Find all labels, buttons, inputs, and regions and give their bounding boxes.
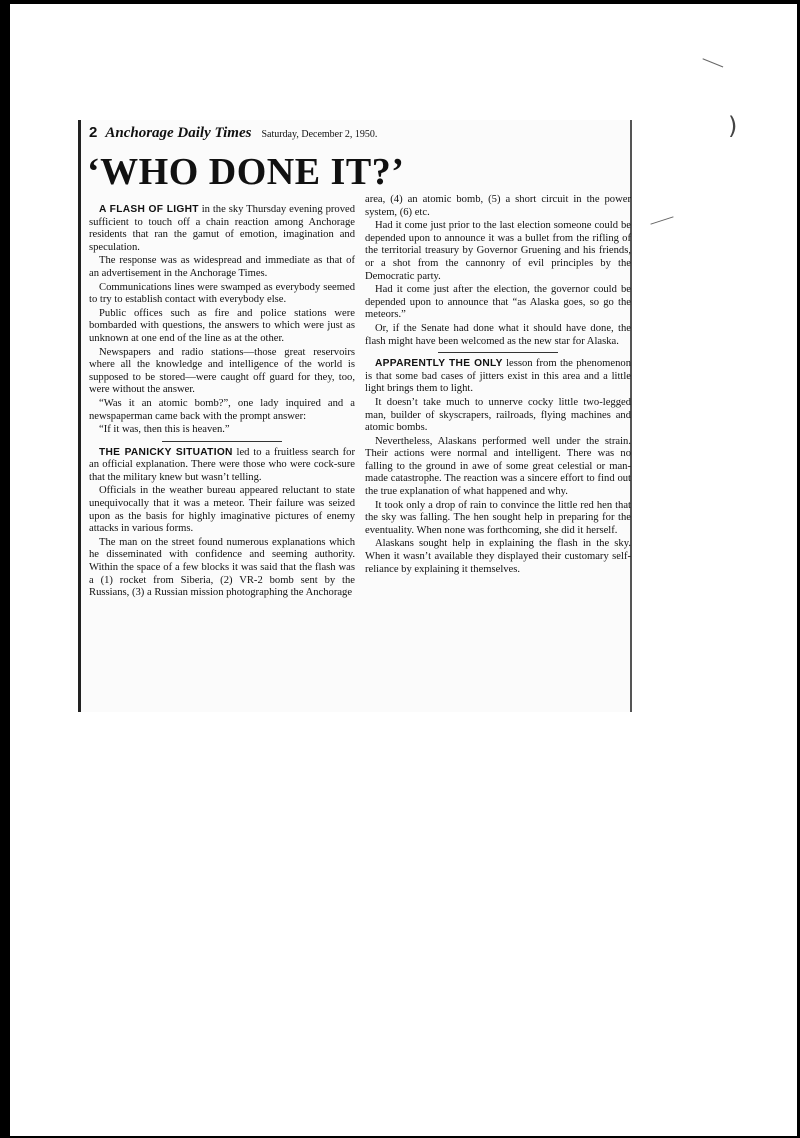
article-paragraph bbox=[89, 424, 355, 437]
newspaper-name: Anchorage Daily Times bbox=[105, 125, 252, 141]
paragraph-text: Public offices such as fire and police stations were bombarded with questions, the answers to which were just as unknown at one end of the line as at the other. bbox=[89, 307, 355, 344]
article-paragraph bbox=[89, 282, 355, 307]
publication-date: Saturday, December 2, 1950. bbox=[261, 129, 378, 140]
article-paragraph bbox=[89, 308, 355, 346]
article-paragraph bbox=[89, 537, 355, 600]
article-paragraph bbox=[365, 397, 631, 435]
paragraph-text: The response was as widespread and immediate as that of an advertisement in the Anchorage Times. bbox=[89, 255, 355, 279]
paragraph-text: Or, if the Senate had done what it should have done, the flash might have been welcomed as the new star for Alaska. bbox=[365, 322, 631, 347]
paragraph-text: “If it was, then this is heaven.” bbox=[99, 424, 230, 436]
paragraph-text: Nevertheless, Alaskans performed well under the strain. Their actions were normal and intelligent. There was no falling to the ground in awe of some great celestial or man-made catastrophe. The reaction was a sincere effort to find out the true explanation of what happened and why. bbox=[365, 435, 631, 498]
paragraph-text: Had it come just after the election, the governor could be depended upon to announce that “as Alaska goes, so go the meteors.” bbox=[365, 284, 631, 321]
paragraph-text: Alaskans sought help in explaining the flash in the sky. When it wasn’t available they displayed their customary self-reliance by explaining it themselves. bbox=[365, 538, 631, 575]
article-paragraph bbox=[89, 347, 355, 397]
page-number: 2 bbox=[89, 124, 98, 141]
paragraph-text: Officials in the weather bureau appeared reluctant to state unequivocally that it was a meteor. Their failure was seized upon as the basis for highly imaginative pictures of enemy attacks in various forms. bbox=[89, 485, 355, 535]
paragraph-text: lesson from the phenomenon is that some bad cases of jitters exist in this area and a little light brings them to light. bbox=[365, 358, 631, 395]
paragraph-text: in the sky Thursday evening proved sufficient to touch off a chain reaction among Anchorage residents that ran the gamut of emotion, imagination and speculation. bbox=[89, 204, 355, 253]
article-paragraph bbox=[365, 358, 631, 396]
right-column bbox=[365, 194, 631, 577]
paragraph-kicker: THE PANICKY SITUATION bbox=[99, 446, 233, 458]
paragraph-text: The man on the street found numerous explanations which he disseminated with confidence and seeming authority. Within the space of a few blocks it was said that the flash was a (1) rocket from Siberia, (2) VR-2 bomb sent by the Russians, (3) a Russian mission photographing the Anchorage bbox=[89, 536, 355, 599]
paragraph-kicker: A FLASH OF LIGHT bbox=[99, 204, 199, 215]
paragraph-text: It took only a drop of rain to convince the little red hen that the sky was falling. The hen sought help in preparing for the eventuality. When none was forthcoming, she did it herself. bbox=[365, 499, 631, 536]
newspaper-header bbox=[89, 124, 629, 144]
article-paragraph bbox=[365, 194, 631, 219]
pen-mark-paren: ) bbox=[728, 112, 738, 140]
paragraph-text: led to a fruitless search for an official explanation. There were those who were cock-sure that the military knew but wasn’t telling. bbox=[89, 446, 356, 483]
left-column bbox=[89, 204, 355, 601]
article-paragraph bbox=[89, 398, 355, 423]
article-paragraph bbox=[365, 323, 631, 348]
paragraph-text: Communications lines were swamped as everybody seemed to try to establish contact with everybody else. bbox=[89, 281, 355, 306]
paragraph-kicker: APPARENTLY THE ONLY bbox=[375, 358, 503, 370]
article-paragraph bbox=[365, 220, 631, 283]
paragraph-text: Had it come just prior to the last election someone could be depended upon to announce it was a bullet from the rifling of the territorial treasury by Governor Gruening and his friends, or a shot from the cannonry of evil principles by the Democratic party. bbox=[365, 220, 631, 282]
article-paragraph bbox=[89, 204, 355, 254]
paragraph-text: area, (4) an atomic bomb, (5) a short circuit in the power system, (6) etc. bbox=[365, 194, 631, 218]
article-paragraph bbox=[89, 485, 355, 535]
paragraph-text: “Was it an atomic bomb?”, one lady inquired and a newspaperman came back with the prompt answer: bbox=[89, 397, 355, 422]
paragraph-text: It doesn’t take much to unnerve cocky little two-legged man, builder of skyscrapers, railroads, flying machines and atomic bombs. bbox=[365, 396, 631, 434]
section-rule bbox=[162, 441, 282, 442]
article-paragraph bbox=[365, 436, 631, 499]
article-paragraph bbox=[89, 255, 355, 280]
article-paragraph bbox=[365, 284, 631, 322]
newspaper-clipping bbox=[78, 120, 632, 712]
section-rule bbox=[438, 352, 558, 353]
paragraph-text: Newspapers and radio stations—those great reservoirs where all the knowledge and intelligence of the world is supposed to be stored—were caught off guard for they, too, were without the answer. bbox=[89, 346, 355, 396]
headline: ‘WHO DONE IT?’ bbox=[87, 151, 405, 193]
article-paragraph bbox=[89, 447, 355, 485]
article-paragraph bbox=[365, 538, 631, 576]
article-paragraph bbox=[365, 500, 631, 538]
